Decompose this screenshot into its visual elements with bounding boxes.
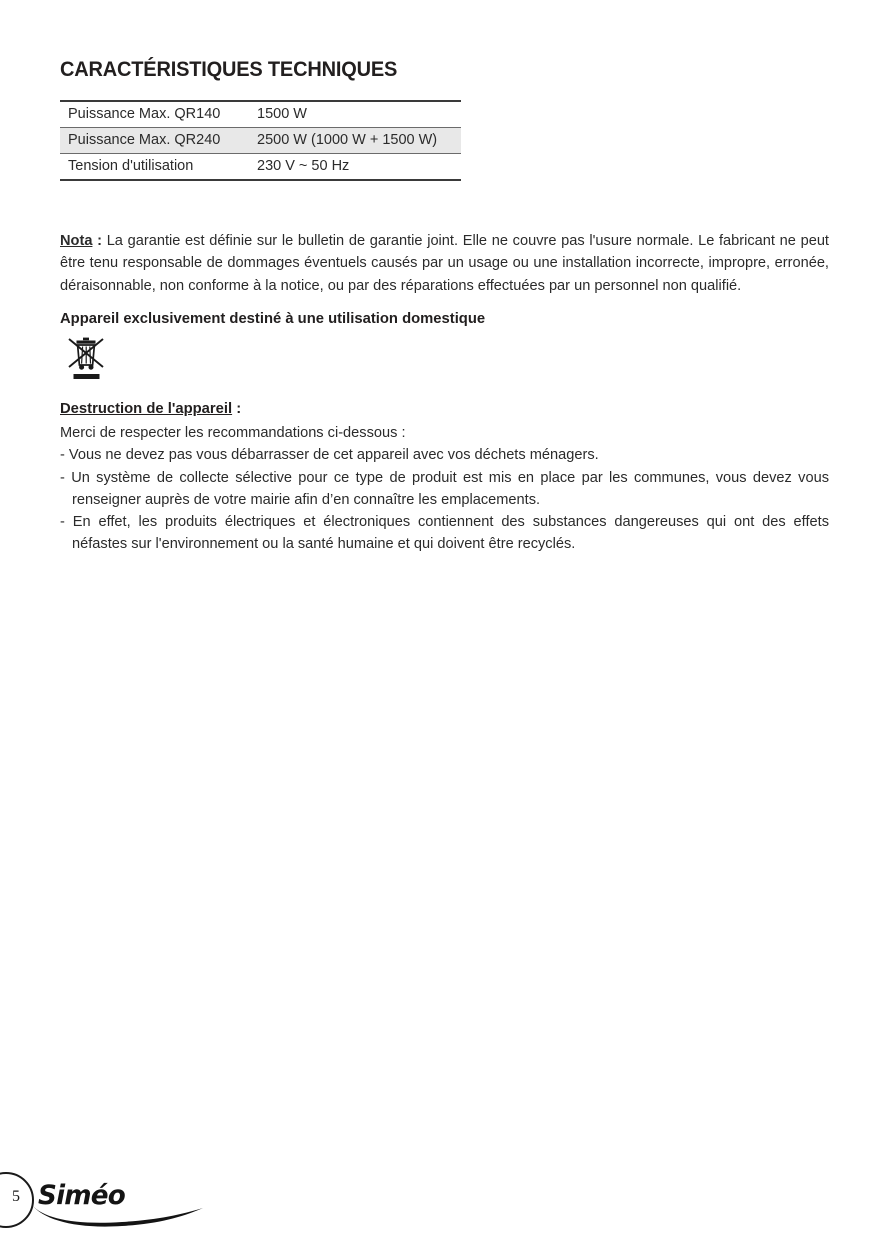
- list-item: - Un système de collecte sélective pour ce type de produit est mis en place par les communes, vous devez vous renseigner auprès de votre mairie afin d’en connaître les emplacements.: [60, 467, 829, 512]
- table-cell-label: Puissance Max. QR240: [60, 128, 254, 154]
- disposal-recommendations-list: [60, 444, 829, 555]
- warranty-section: [60, 230, 829, 329]
- brand-logo: Siméo: [38, 1180, 126, 1211]
- disposal-title-text: Destruction de l'appareil: [60, 401, 233, 417]
- table-row: [60, 101, 461, 128]
- table-cell-label: Tension d'utilisation: [60, 154, 254, 181]
- nota-paragraph: [60, 230, 829, 297]
- list-item: - Vous ne devez pas vous débarrasser de cet appareil avec vos déchets ménagers.: [60, 444, 829, 466]
- page-title: CARACTÉRISTIQUES TECHNIQUES: [60, 57, 398, 81]
- specifications-table: [60, 100, 461, 181]
- table-cell-value: 1500 W: [254, 101, 461, 128]
- table-cell-value: 230 V ~ 50 Hz: [254, 154, 461, 181]
- table-row: [60, 154, 461, 181]
- page-footer: [0, 1172, 260, 1238]
- domestic-use-notice: Appareil exclusivement destiné à une utilisation domestique: [60, 310, 486, 327]
- disposal-title: [60, 399, 829, 419]
- list-item: - En effet, les produits électriques et électroniques contiennent des substances dangereuses qui ont des effets néfastes sur l'environnement ou la santé humaine et qui doivent être recyclés.: [60, 511, 829, 556]
- page-number: 5: [12, 1188, 20, 1205]
- nota-colon: :: [92, 233, 102, 249]
- disposal-title-colon: :: [232, 401, 242, 417]
- table-cell-value: 2500 W (1000 W + 1500 W): [254, 128, 461, 154]
- nota-body-text: La garantie est définie sur le bulletin de garantie joint. Elle ne couvre pas l'usure normale. Le fabricant ne peut être tenu responsable de dommages éventuels causés par un usage ou une installation incorrecte, impropre, erronée, déraisonnable, non conforme à la notice, ou par des réparations effectuées par un personnel non qualifié.: [60, 233, 829, 294]
- table-cell-label: Puissance Max. QR140: [60, 101, 254, 128]
- table-row: [60, 128, 461, 154]
- disposal-section: [60, 399, 829, 556]
- disposal-intro: Merci de respecter les recommandations ci-dessous :: [60, 425, 406, 441]
- nota-label: Nota: [60, 233, 93, 249]
- brand-swoosh-icon: [30, 1202, 205, 1232]
- crossed-out-wheelie-bin-icon: [64, 334, 110, 382]
